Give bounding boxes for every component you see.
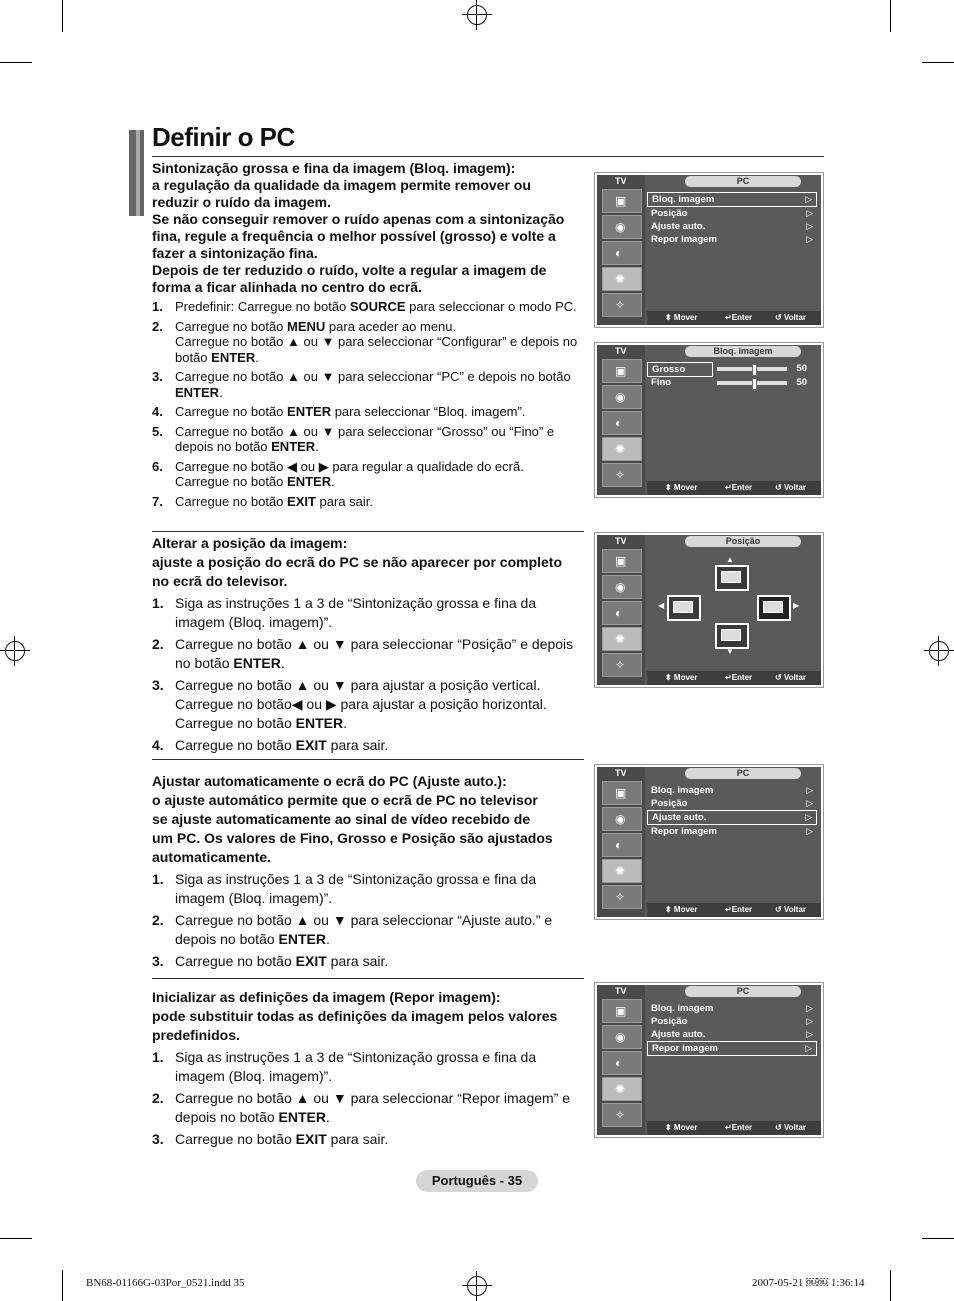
- pc-menu-list: [647, 1002, 817, 1056]
- head-line: automaticamente.: [152, 849, 272, 865]
- title-rule: [152, 156, 824, 157]
- menu-item-label: Bloq. imagem: [651, 785, 714, 796]
- chevron-right-icon: ▷: [806, 798, 813, 808]
- menu-item-label: Repor imagem: [651, 234, 717, 245]
- step-item: [152, 404, 584, 420]
- chevron-right-icon: ▷: [806, 1016, 813, 1026]
- arrow-down-icon: ▼: [726, 647, 734, 656]
- chevron-right-icon: ▷: [806, 208, 813, 218]
- head-line: Alterar a posição da imagem:: [152, 535, 348, 551]
- section-head: [152, 160, 584, 296]
- step-item: [152, 1048, 584, 1086]
- setup-icon: [602, 437, 642, 461]
- section-bloq-imagem: [152, 160, 584, 513]
- menu-item: [647, 207, 817, 220]
- menu-header: PC: [685, 768, 801, 779]
- screen-frame: [597, 767, 821, 917]
- menu-item: [647, 784, 817, 797]
- menu-item-label: Ajuste auto.: [651, 221, 706, 232]
- step-number: 4.: [152, 737, 164, 753]
- head-line: fina, regule a frequência o melhor possível (grosso) e volte a: [152, 228, 556, 244]
- head-line: reduzir o ruído da imagem.: [152, 194, 331, 210]
- channel-icon: [602, 241, 642, 265]
- footer-enter: ↵Enter: [725, 313, 753, 322]
- menu-footer: [647, 903, 821, 917]
- channel-icon: [602, 411, 642, 435]
- level-slider: [717, 381, 787, 385]
- input-icon: [602, 463, 642, 487]
- step-item: [152, 299, 584, 315]
- sound-icon-glyph: ◉: [615, 812, 626, 826]
- menu-item-label: Posição: [651, 798, 688, 809]
- menu-header: Posição: [685, 536, 801, 547]
- menu-sidebar: [597, 985, 645, 1135]
- setup-icon-glyph: ✺: [615, 632, 626, 646]
- step-item: [152, 635, 584, 673]
- section-rule: [152, 531, 584, 532]
- screen-frame: [597, 535, 821, 685]
- step-text: Carregue no botão ENTER para seleccionar “Bloq. imagem”.: [175, 404, 526, 419]
- position-preview-box: [757, 595, 791, 621]
- slider-knob: [752, 364, 757, 376]
- footer-enter: ↵Enter: [725, 483, 753, 492]
- title-accent-stripe: [136, 130, 140, 216]
- sound-icon: [602, 215, 642, 239]
- step-number: 1.: [152, 299, 163, 314]
- step-text: Predefinir: Carregue no botão SOURCE para seleccionar o modo PC.: [175, 299, 577, 314]
- input-icon: [602, 293, 642, 317]
- step-text: Carregue no botão ▲ ou ▼ para seleccionar “Ajuste auto.” e depois no botão ENTER.: [175, 912, 553, 947]
- menu-item: [647, 1015, 817, 1028]
- head-line: Se não conseguir remover o ruído apenas com a sintonização: [152, 211, 565, 227]
- menu-item: [647, 825, 817, 838]
- menu-item: [647, 810, 817, 825]
- level-value: 50: [796, 377, 807, 388]
- head-line: forma a ficar alinhada no centro do ecrã.: [152, 279, 422, 295]
- slider-knob: [752, 378, 757, 390]
- step-item: [152, 736, 584, 755]
- channel-icon-glyph: ◐: [615, 416, 623, 430]
- head-line: um PC. Os valores de Fino, Grosso e Posição são ajustados: [152, 830, 553, 846]
- head-line: Inicializar as definições da imagem (Repor imagem):: [152, 989, 501, 1005]
- menu-item: [647, 1028, 817, 1041]
- channel-icon-glyph: ◐: [615, 838, 623, 852]
- step-item: [152, 952, 584, 971]
- registration-mark-left-icon: [5, 641, 25, 661]
- picture-icon: [602, 359, 642, 383]
- step-item: [152, 1089, 584, 1127]
- tv-menu-screen: [594, 342, 824, 498]
- page-title: Definir o PC: [152, 122, 295, 152]
- picture-icon: [602, 189, 642, 213]
- sound-icon-glyph: ◉: [615, 580, 626, 594]
- chevron-right-icon: ▷: [806, 826, 813, 836]
- menu-item-label: Posição: [651, 208, 688, 219]
- picture-icon-glyph: ▣: [615, 554, 627, 568]
- arrow-up-icon: ▲: [726, 555, 734, 564]
- channel-icon: [602, 833, 642, 857]
- screen-frame: [597, 985, 821, 1135]
- menu-item-label: Repor imagem: [652, 1043, 718, 1054]
- menu-sidebar: [597, 535, 645, 685]
- position-preview-box: [715, 623, 749, 649]
- input-icon-glyph: ✧: [615, 298, 626, 312]
- step-number: 3.: [152, 1131, 164, 1147]
- screen-frame: [597, 175, 821, 325]
- menu-sidebar: [597, 345, 645, 495]
- section-posicao: [152, 534, 584, 758]
- section-rule: [152, 978, 584, 979]
- input-icon: [602, 1103, 642, 1127]
- step-number: 1.: [152, 595, 164, 611]
- menu-sidebar: [597, 175, 645, 325]
- picture-icon: [602, 781, 642, 805]
- screen-frame: [597, 345, 821, 495]
- step-item: [152, 424, 584, 455]
- chevron-right-icon: ▷: [806, 234, 813, 244]
- step-item: [152, 1130, 584, 1149]
- section-head: [152, 772, 584, 867]
- picture-icon-glyph: ▣: [615, 194, 627, 208]
- tv-label: TV: [615, 986, 627, 996]
- step-item: [152, 676, 584, 733]
- picture-icon: [602, 999, 642, 1023]
- step-number: 5.: [152, 423, 163, 439]
- step-text: Carregue no botão EXIT para sair.: [175, 737, 389, 753]
- tv-menu-screen: [594, 532, 824, 688]
- setup-icon: [602, 1077, 642, 1101]
- menu-item: [647, 192, 817, 207]
- setup-icon: [602, 267, 642, 291]
- chevron-right-icon: ▷: [806, 785, 813, 795]
- registration-mark-right-icon: [929, 641, 949, 661]
- footer-enter: ↵Enter: [725, 905, 753, 914]
- footer-back: ↺ Voltar: [775, 905, 807, 914]
- step-text: Carregue no botão MENU para aceder ao menu. Carregue no botão ▲ ou ▼ para seleccionar “Configurar” e depois no botão ENTER.: [175, 318, 578, 365]
- position-preview-box: [667, 595, 701, 621]
- pc-menu-list: [647, 784, 817, 838]
- tv-label: TV: [615, 346, 627, 356]
- menu-item-label: Ajuste auto.: [652, 812, 707, 823]
- step-text: Carregue no botão EXIT para sair.: [175, 493, 374, 509]
- chevron-right-icon: ▷: [805, 812, 812, 822]
- preview-image: [673, 601, 693, 613]
- step-item: [152, 594, 584, 632]
- footer-enter: ↵Enter: [725, 1123, 753, 1132]
- menu-header: Bloq. imagem: [685, 346, 801, 357]
- setup-icon-glyph: ✺: [615, 1082, 626, 1096]
- menu-footer: [647, 671, 821, 685]
- menu-footer: [647, 1121, 821, 1135]
- menu-footer: [647, 481, 821, 495]
- tv-label: TV: [615, 536, 627, 546]
- channel-icon-glyph: ◐: [615, 246, 623, 260]
- head-line: pode substituir todas as definições da imagem pelos valores: [152, 1008, 558, 1024]
- pc-menu-list: [647, 192, 817, 246]
- head-line: Depois de ter reduzido o ruído, volte a regular a imagem de: [152, 262, 547, 278]
- step-list: [152, 299, 584, 509]
- step-number: 4.: [152, 404, 163, 419]
- step-item: [152, 911, 584, 949]
- step-number: 1.: [152, 871, 164, 887]
- section-rule: [152, 759, 584, 760]
- picture-icon-glyph: ▣: [615, 364, 627, 378]
- step-text: Carregue no botão ▲ ou ▼ para seleccionar “PC” e depois no botão ENTER.: [175, 369, 571, 400]
- sound-icon-glyph: ◉: [615, 1030, 626, 1044]
- head-line: o ajuste automático permite que o ecrã de PC no televisor: [152, 792, 538, 808]
- setup-icon: [602, 627, 642, 651]
- arrow-left-icon: ◀: [658, 601, 665, 610]
- channel-icon-glyph: ◐: [615, 1056, 623, 1070]
- footer-move: ⬍ Mover: [665, 483, 698, 492]
- head-line: ajuste a posição do ecrã do PC se não aparecer por completo: [152, 554, 563, 570]
- step-text: Siga as instruções 1 a 3 de “Sintonização grossa e fina da imagem (Bloq. imagem)”.: [175, 871, 537, 906]
- menu-sidebar: [597, 767, 645, 917]
- step-text: Carregue no botão EXIT para sair.: [175, 953, 389, 969]
- footer-move: ⬍ Mover: [665, 905, 698, 914]
- step-list: [152, 870, 584, 971]
- channel-icon: [602, 601, 642, 625]
- setup-icon-glyph: ✺: [615, 864, 626, 878]
- picture-icon: [602, 549, 642, 573]
- head-line: fazer a sintonização fina.: [152, 245, 318, 261]
- menu-item-label: Bloq. imagem: [651, 1003, 714, 1014]
- input-icon-glyph: ✧: [615, 658, 626, 672]
- menu-item: [647, 220, 817, 233]
- head-line: no ecrã do televisor.: [152, 573, 288, 589]
- step-item: [152, 459, 584, 490]
- registration-mark-bottom-icon: [467, 1276, 487, 1296]
- preview-image: [721, 629, 741, 641]
- step-number: 2.: [152, 636, 164, 652]
- footer-enter: ↵Enter: [725, 673, 753, 682]
- sound-icon: [602, 575, 642, 599]
- step-number: 6.: [152, 458, 163, 474]
- menu-item-label: Posição: [651, 1016, 688, 1027]
- step-text: Carregue no botão EXIT para sair.: [175, 1131, 389, 1147]
- step-number: 2.: [152, 912, 164, 928]
- step-item: [152, 369, 584, 400]
- sound-icon: [602, 807, 642, 831]
- step-item: [152, 494, 584, 510]
- menu-item: Grosso: [647, 362, 713, 377]
- step-list: [152, 594, 584, 755]
- step-number: 2.: [152, 1090, 164, 1106]
- footer-back: ↺ Voltar: [775, 313, 807, 322]
- menu-footer: [647, 311, 821, 325]
- tv-menu-screen: [594, 172, 824, 328]
- menu-item: [647, 1002, 817, 1015]
- step-text: Carregue no botão ▲ ou ▼ para seleccionar “Grosso” ou “Fino” e depois no botão ENTER.: [175, 423, 555, 454]
- menu-header: PC: [685, 986, 801, 997]
- print-slug-date: 2007-05-21 ￼￼ 1:36:14: [752, 1277, 865, 1289]
- preview-image: [763, 601, 783, 613]
- channel-icon: [602, 1051, 642, 1075]
- footer-back: ↺ Voltar: [775, 1123, 807, 1132]
- menu-header: PC: [685, 176, 801, 187]
- head-line: se ajuste automaticamente ao sinal de vídeo recebido de: [152, 811, 531, 827]
- menu-item-label: Bloq. imagem: [652, 194, 715, 205]
- head-line: Ajustar automaticamente o ecrã do PC (Ajuste auto.):: [152, 773, 507, 789]
- chevron-right-icon: ▷: [806, 1029, 813, 1039]
- setup-icon: [602, 859, 642, 883]
- position-preview-box: [715, 565, 749, 591]
- head-line: Sintonização grossa e fina da imagem (Bloq. imagem):: [152, 160, 516, 176]
- tv-label: TV: [615, 768, 627, 778]
- input-icon-glyph: ✧: [615, 468, 626, 482]
- head-line: a regulação da qualidade da imagem permite remover ou: [152, 177, 531, 193]
- chevron-right-icon: ▷: [805, 194, 812, 204]
- footer-back: ↺ Voltar: [775, 673, 807, 682]
- input-icon: [602, 653, 642, 677]
- registration-mark-top-icon: [467, 5, 487, 25]
- picture-icon-glyph: ▣: [615, 1004, 627, 1018]
- input-icon-glyph: ✧: [615, 890, 626, 904]
- channel-icon-glyph: ◐: [615, 606, 623, 620]
- step-text: Carregue no botão ◀ ou ▶ para regular a qualidade do ecrã. Carregue no botão ENTER.: [175, 458, 524, 489]
- head-line: predefinidos.: [152, 1027, 240, 1043]
- sound-icon-glyph: ◉: [615, 220, 626, 234]
- step-text: Carregue no botão ▲ ou ▼ para ajustar a posição vertical. Carregue no botão◀ ou ▶ para ajustar a posição horizontal. Carregue no botão ENTER.: [175, 677, 547, 731]
- setup-icon-glyph: ✺: [615, 272, 626, 286]
- menu-item: [647, 797, 817, 810]
- step-text: Carregue no botão ▲ ou ▼ para seleccionar “Repor imagem” e depois no botão ENTER.: [175, 1090, 571, 1125]
- menu-item: [647, 233, 817, 246]
- step-item: [152, 319, 584, 366]
- setup-icon-glyph: ✺: [615, 442, 626, 456]
- footer-move: ⬍ Mover: [665, 313, 698, 322]
- chevron-right-icon: ▷: [805, 1043, 812, 1053]
- step-number: 3.: [152, 369, 163, 384]
- chevron-right-icon: ▷: [806, 221, 813, 231]
- input-icon-glyph: ✧: [615, 1108, 626, 1122]
- section-repor-imagem: [152, 988, 584, 1152]
- preview-image: [721, 571, 741, 583]
- step-text: Siga as instruções 1 a 3 de “Sintonização grossa e fina da imagem (Bloq. imagem)”.: [175, 595, 537, 630]
- step-text: Siga as instruções 1 a 3 de “Sintonização grossa e fina da imagem (Bloq. imagem)”.: [175, 1049, 537, 1084]
- footer-move: ⬍ Mover: [665, 673, 698, 682]
- footer-move: ⬍ Mover: [665, 1123, 698, 1132]
- picture-icon-glyph: ▣: [615, 786, 627, 800]
- page-number-badge: Português - 35: [416, 1170, 538, 1192]
- step-number: 1.: [152, 1049, 164, 1065]
- step-list: [152, 1048, 584, 1149]
- section-head: [152, 534, 584, 591]
- tv-menu-screen: [594, 982, 824, 1138]
- section-head: [152, 988, 584, 1045]
- menu-item-label: Ajuste auto.: [651, 1029, 706, 1040]
- sound-icon: [602, 1025, 642, 1049]
- footer-back: ↺ Voltar: [775, 483, 807, 492]
- level-slider: [717, 367, 787, 371]
- section-ajuste-auto: [152, 772, 584, 974]
- step-number: 3.: [152, 953, 164, 969]
- chevron-right-icon: ▷: [806, 1003, 813, 1013]
- menu-item: Fino: [651, 377, 672, 388]
- sound-icon-glyph: ◉: [615, 390, 626, 404]
- step-number: 3.: [152, 677, 164, 693]
- menu-item: [647, 1041, 817, 1056]
- print-slug-file: BN68-01166G-03Por_0521.indd 35: [86, 1277, 245, 1289]
- step-text: Carregue no botão ▲ ou ▼ para seleccionar “Posição” e depois no botão ENTER.: [175, 636, 574, 671]
- step-number: 2.: [152, 318, 163, 334]
- arrow-right-icon: ▶: [793, 601, 800, 610]
- level-value: 50: [796, 363, 807, 374]
- tv-menu-screen: [594, 764, 824, 920]
- step-item: [152, 870, 584, 908]
- step-number: 7.: [152, 493, 163, 509]
- tv-label: TV: [615, 176, 627, 186]
- sound-icon: [602, 385, 642, 409]
- menu-item-label: Repor imagem: [651, 826, 717, 837]
- input-icon: [602, 885, 642, 909]
